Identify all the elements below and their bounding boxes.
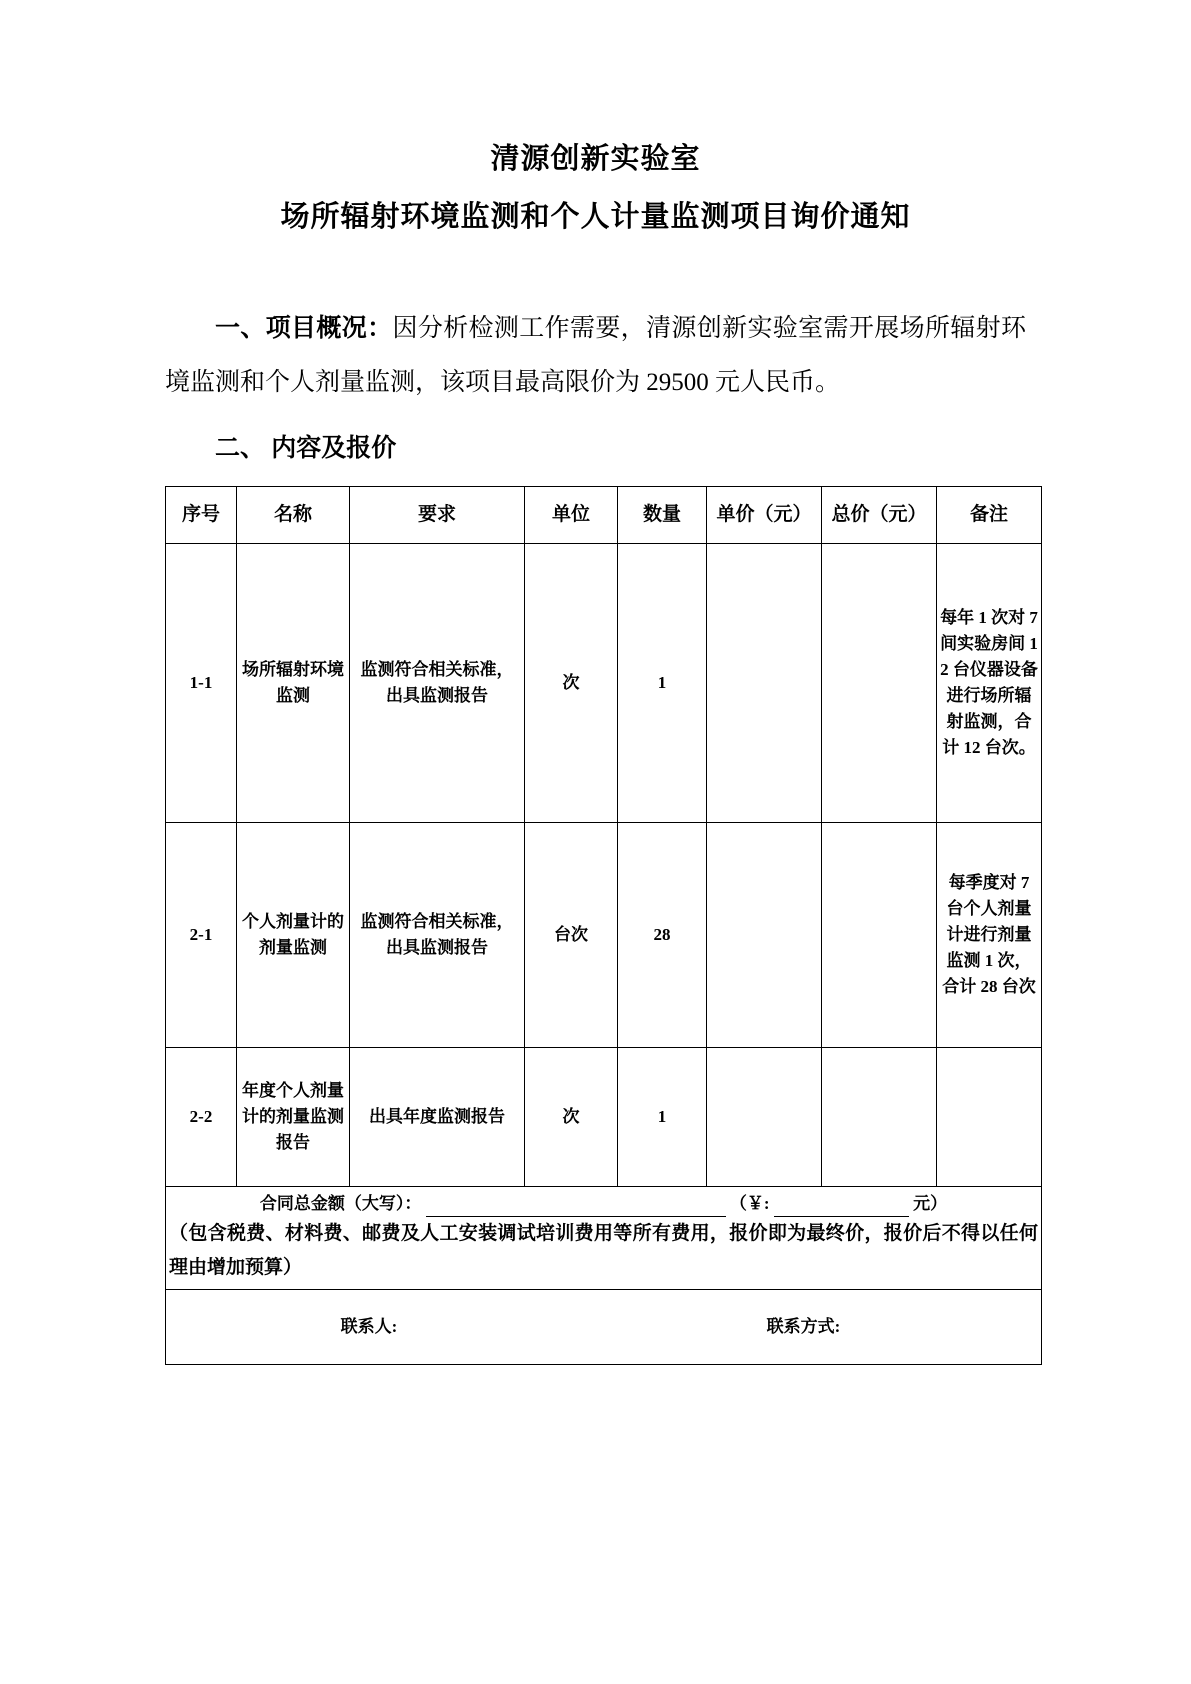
row-1-note: 每年 1 次对 7 间实验房间 1 2 台仪器设备进行场所辐射监测，合计 12 台次。: [937, 544, 1042, 823]
row-2-note: 每季度对 7 台个人剂量计进行剂量监测 1 次，合计 28 台次: [937, 823, 1042, 1048]
header-seq: 序号: [166, 487, 237, 544]
row-1-unit: 次: [525, 544, 618, 823]
contract-amount-label: 合同总金额（大写）：: [259, 1194, 422, 1213]
header-quantity: 数量: [618, 487, 707, 544]
row-3-quantity: 1: [618, 1048, 707, 1187]
row-1-requirement: 监测符合相关标准，出具监测报告: [350, 544, 525, 823]
contract-conditions-note: （包含税费、材料费、邮费及人工安装调试培训费用等所有费用，报价即为最终价，报价后不得以任何理由增加预算）: [169, 1223, 1038, 1278]
row-3-unit: 次: [525, 1048, 618, 1187]
project-overview-label: 一、项目概况：: [215, 315, 393, 342]
currency-open-label: （￥:: [729, 1194, 770, 1213]
row-2-name: 个人剂量计的剂量监测: [237, 823, 350, 1048]
header-total-price: 总价（元）: [822, 487, 937, 544]
row-2-quantity: 28: [618, 823, 707, 1048]
row-1-quantity: 1: [618, 544, 707, 823]
row-3-total-price[interactable]: [822, 1048, 937, 1187]
contact-method-label: 联系方式:: [766, 1317, 841, 1336]
row-2-unit-price[interactable]: [707, 823, 822, 1048]
quote-table: [165, 486, 1042, 1365]
contract-amount-figures-input[interactable]: [774, 1194, 909, 1217]
header-note: 备注: [937, 487, 1042, 544]
header-name: 名称: [237, 487, 350, 544]
table-row: [166, 823, 1042, 1048]
row-1-unit-price[interactable]: [707, 544, 822, 823]
row-3-note: [937, 1048, 1042, 1187]
row-3-unit-price[interactable]: [707, 1048, 822, 1187]
title-line-2: 场所辐射环境监测和个人计量监测项目询价通知: [280, 201, 911, 233]
row-2-requirement: 监测符合相关标准，出具监测报告: [350, 823, 525, 1048]
section-heading-content-quote: 二、 内容及报价: [215, 435, 397, 462]
row-3-requirement: 出具年度监测报告: [350, 1048, 525, 1187]
project-overview-paragraph: [165, 302, 1026, 410]
title-line-1: 清源创新实验室: [490, 143, 701, 175]
row-2-unit: 台次: [525, 823, 618, 1048]
row-1-name: 场所辐射环境监测: [237, 544, 350, 823]
table-row: [166, 1048, 1042, 1187]
quote-table-head: [166, 487, 1042, 544]
header-unit-price: 单价（元）: [707, 487, 822, 544]
contact-cell: [166, 1290, 1042, 1365]
currency-close-label: 元）: [913, 1194, 948, 1213]
row-2-total-price[interactable]: [822, 823, 937, 1048]
row-2-seq: 2-1: [166, 823, 237, 1048]
table-row: [166, 544, 1042, 823]
table-header-row: [166, 487, 1042, 544]
header-requirement: 要求: [350, 487, 525, 544]
row-1-seq: 1-1: [166, 544, 237, 823]
project-overview-text: 因分析检测工作需要，清源创新实验室需开展场所辐射环境监测和个人剂量监测，该项目最高限价为 29500 元人民币。: [165, 315, 1026, 396]
contact-person-label: 联系人:: [340, 1317, 398, 1336]
row-3-seq: 2-2: [166, 1048, 237, 1187]
row-3-name: 年度个人剂量计的剂量监测报告: [237, 1048, 350, 1187]
table-footer-amount-row: [166, 1187, 1042, 1290]
row-1-total-price[interactable]: [822, 544, 937, 823]
table-footer-contact-row: [166, 1290, 1042, 1365]
contact-row-inner: [169, 1314, 1038, 1340]
contract-amount-input[interactable]: [426, 1194, 726, 1217]
quote-table-body: [166, 544, 1042, 1365]
contract-amount-line: [169, 1191, 1038, 1217]
document-title: [165, 130, 1026, 246]
contract-amount-cell: [166, 1187, 1042, 1290]
header-unit: 单位: [525, 487, 618, 544]
